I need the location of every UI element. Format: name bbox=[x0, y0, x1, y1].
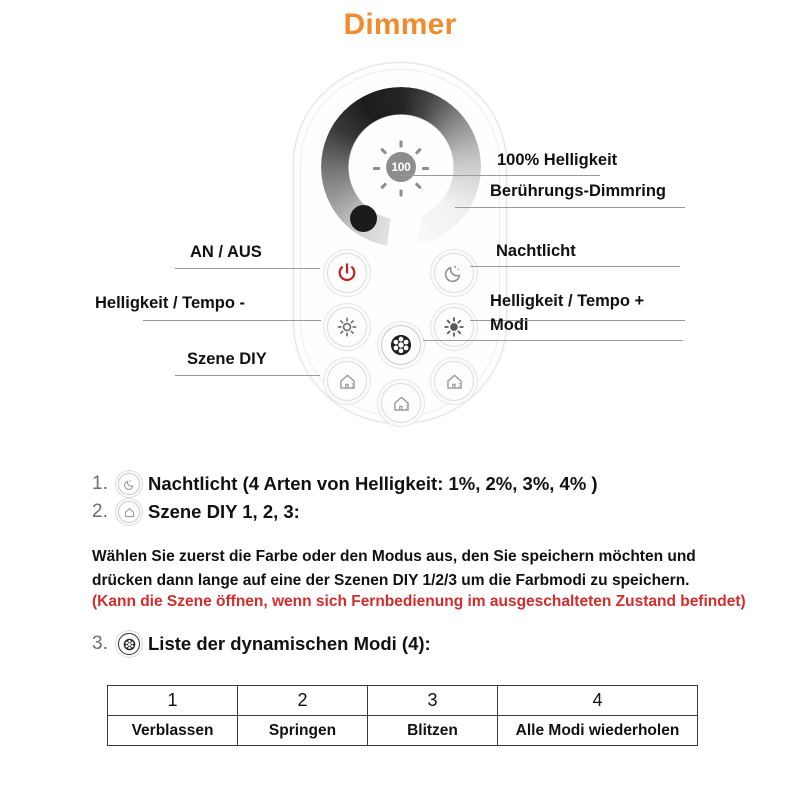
callout-brightness-plus: Helligkeit / Tempo + bbox=[490, 292, 645, 310]
house-icon bbox=[328, 362, 366, 400]
flower-mode-icon bbox=[382, 326, 420, 364]
brightness-value: 100 bbox=[386, 152, 416, 182]
moon-icon bbox=[118, 472, 148, 496]
svg-text:3: 3 bbox=[457, 382, 461, 390]
brightness-percent-word: Helligkeit bbox=[543, 151, 618, 169]
table-cell: Alle Modi wiederholen bbox=[498, 716, 698, 746]
svg-text:2: 2 bbox=[404, 404, 408, 412]
callout-on-off: AN / AUS bbox=[190, 243, 262, 261]
dimming-ring-gap bbox=[386, 205, 422, 255]
callout-touch-ring: Berührungs-Dimmring bbox=[490, 182, 667, 200]
brightness-sun-icon bbox=[371, 137, 431, 197]
house-icon bbox=[118, 500, 148, 524]
callout-scene-diy: Szene DIY bbox=[187, 350, 267, 368]
table-header-cell: 2 bbox=[238, 686, 368, 716]
page-title: Dimmer bbox=[343, 8, 457, 41]
scene-diy-2-button[interactable] bbox=[381, 383, 421, 423]
brightness-up-button[interactable] bbox=[434, 307, 474, 347]
table-cell: Springen bbox=[238, 716, 368, 746]
dynamic-modes-table bbox=[107, 685, 698, 746]
nightlight-button[interactable] bbox=[434, 253, 474, 293]
list-item bbox=[92, 632, 431, 660]
brightness-percent-value: 100% bbox=[497, 151, 540, 169]
list-item-number: 3. bbox=[92, 633, 108, 654]
leader-line-brightness-percent bbox=[400, 175, 600, 176]
list-item bbox=[92, 500, 752, 524]
instruction-list bbox=[92, 472, 752, 528]
list-item-number: 2. bbox=[92, 501, 108, 522]
touch-dimming-ring[interactable] bbox=[321, 87, 481, 247]
leader-line-touch-ring bbox=[455, 207, 685, 208]
list-item-text: Liste der dynamischen Modi (4): bbox=[148, 633, 431, 654]
leader-line-nightlight bbox=[470, 266, 680, 267]
instruction-line-2: drücken dann lange auf eine der Szenen DIY 1/2/3 um die Farbmodi zu speichern. bbox=[92, 572, 690, 589]
callout-modes: Modi bbox=[490, 316, 529, 334]
flower-mode-icon bbox=[118, 632, 148, 656]
brightness-down-button[interactable] bbox=[327, 307, 367, 347]
scene-diy-instructions bbox=[92, 545, 772, 593]
house-icon bbox=[382, 384, 420, 422]
table-header-cell: 1 bbox=[108, 686, 238, 716]
callout-brightness-minus: Helligkeit / Tempo - bbox=[95, 294, 246, 312]
list-item-text: Szene DIY 1, 2, 3: bbox=[148, 501, 300, 522]
table-row bbox=[108, 716, 698, 746]
instruction-line-1: Wählen Sie zuerst die Farbe oder den Modus aus, den Sie speichern möchten und bbox=[92, 548, 696, 565]
scene-warning-note: (Kann die Szene öffnen, wenn sich Fernbedienung im ausgeschalteten Zustand befindet) bbox=[92, 593, 746, 610]
table-header-cell: 4 bbox=[498, 686, 698, 716]
power-icon bbox=[328, 254, 366, 292]
svg-text:1: 1 bbox=[350, 382, 354, 390]
leader-line-scene-diy bbox=[175, 375, 320, 376]
scene-diy-3-button[interactable] bbox=[434, 361, 474, 401]
leader-line-brightness-minus bbox=[143, 320, 321, 321]
table-header-cell: 3 bbox=[368, 686, 498, 716]
mode-button[interactable] bbox=[381, 325, 421, 365]
table-cell: Verblassen bbox=[108, 716, 238, 746]
moon-icon bbox=[435, 254, 473, 292]
list-item bbox=[92, 472, 752, 496]
leader-line-on-off bbox=[175, 268, 320, 269]
list-item-text: Nachtlicht (4 Arten von Helligkeit: 1%, 2%, 3%, 4% ) bbox=[148, 473, 598, 494]
dimming-ring-light-end bbox=[425, 207, 452, 234]
callout-brightness-percent bbox=[497, 151, 617, 170]
list-item-number: 1. bbox=[92, 473, 108, 494]
house-icon bbox=[435, 362, 473, 400]
scene-diy-1-button[interactable] bbox=[327, 361, 367, 401]
leader-line-modes bbox=[423, 340, 683, 341]
sun-light-icon bbox=[328, 308, 366, 346]
remote-control-body bbox=[293, 62, 507, 424]
table-row bbox=[108, 686, 698, 716]
callout-nightlight: Nachtlicht bbox=[496, 242, 576, 260]
power-button[interactable] bbox=[327, 253, 367, 293]
table-cell: Blitzen bbox=[368, 716, 498, 746]
dimming-ring-dark-end bbox=[350, 205, 377, 232]
